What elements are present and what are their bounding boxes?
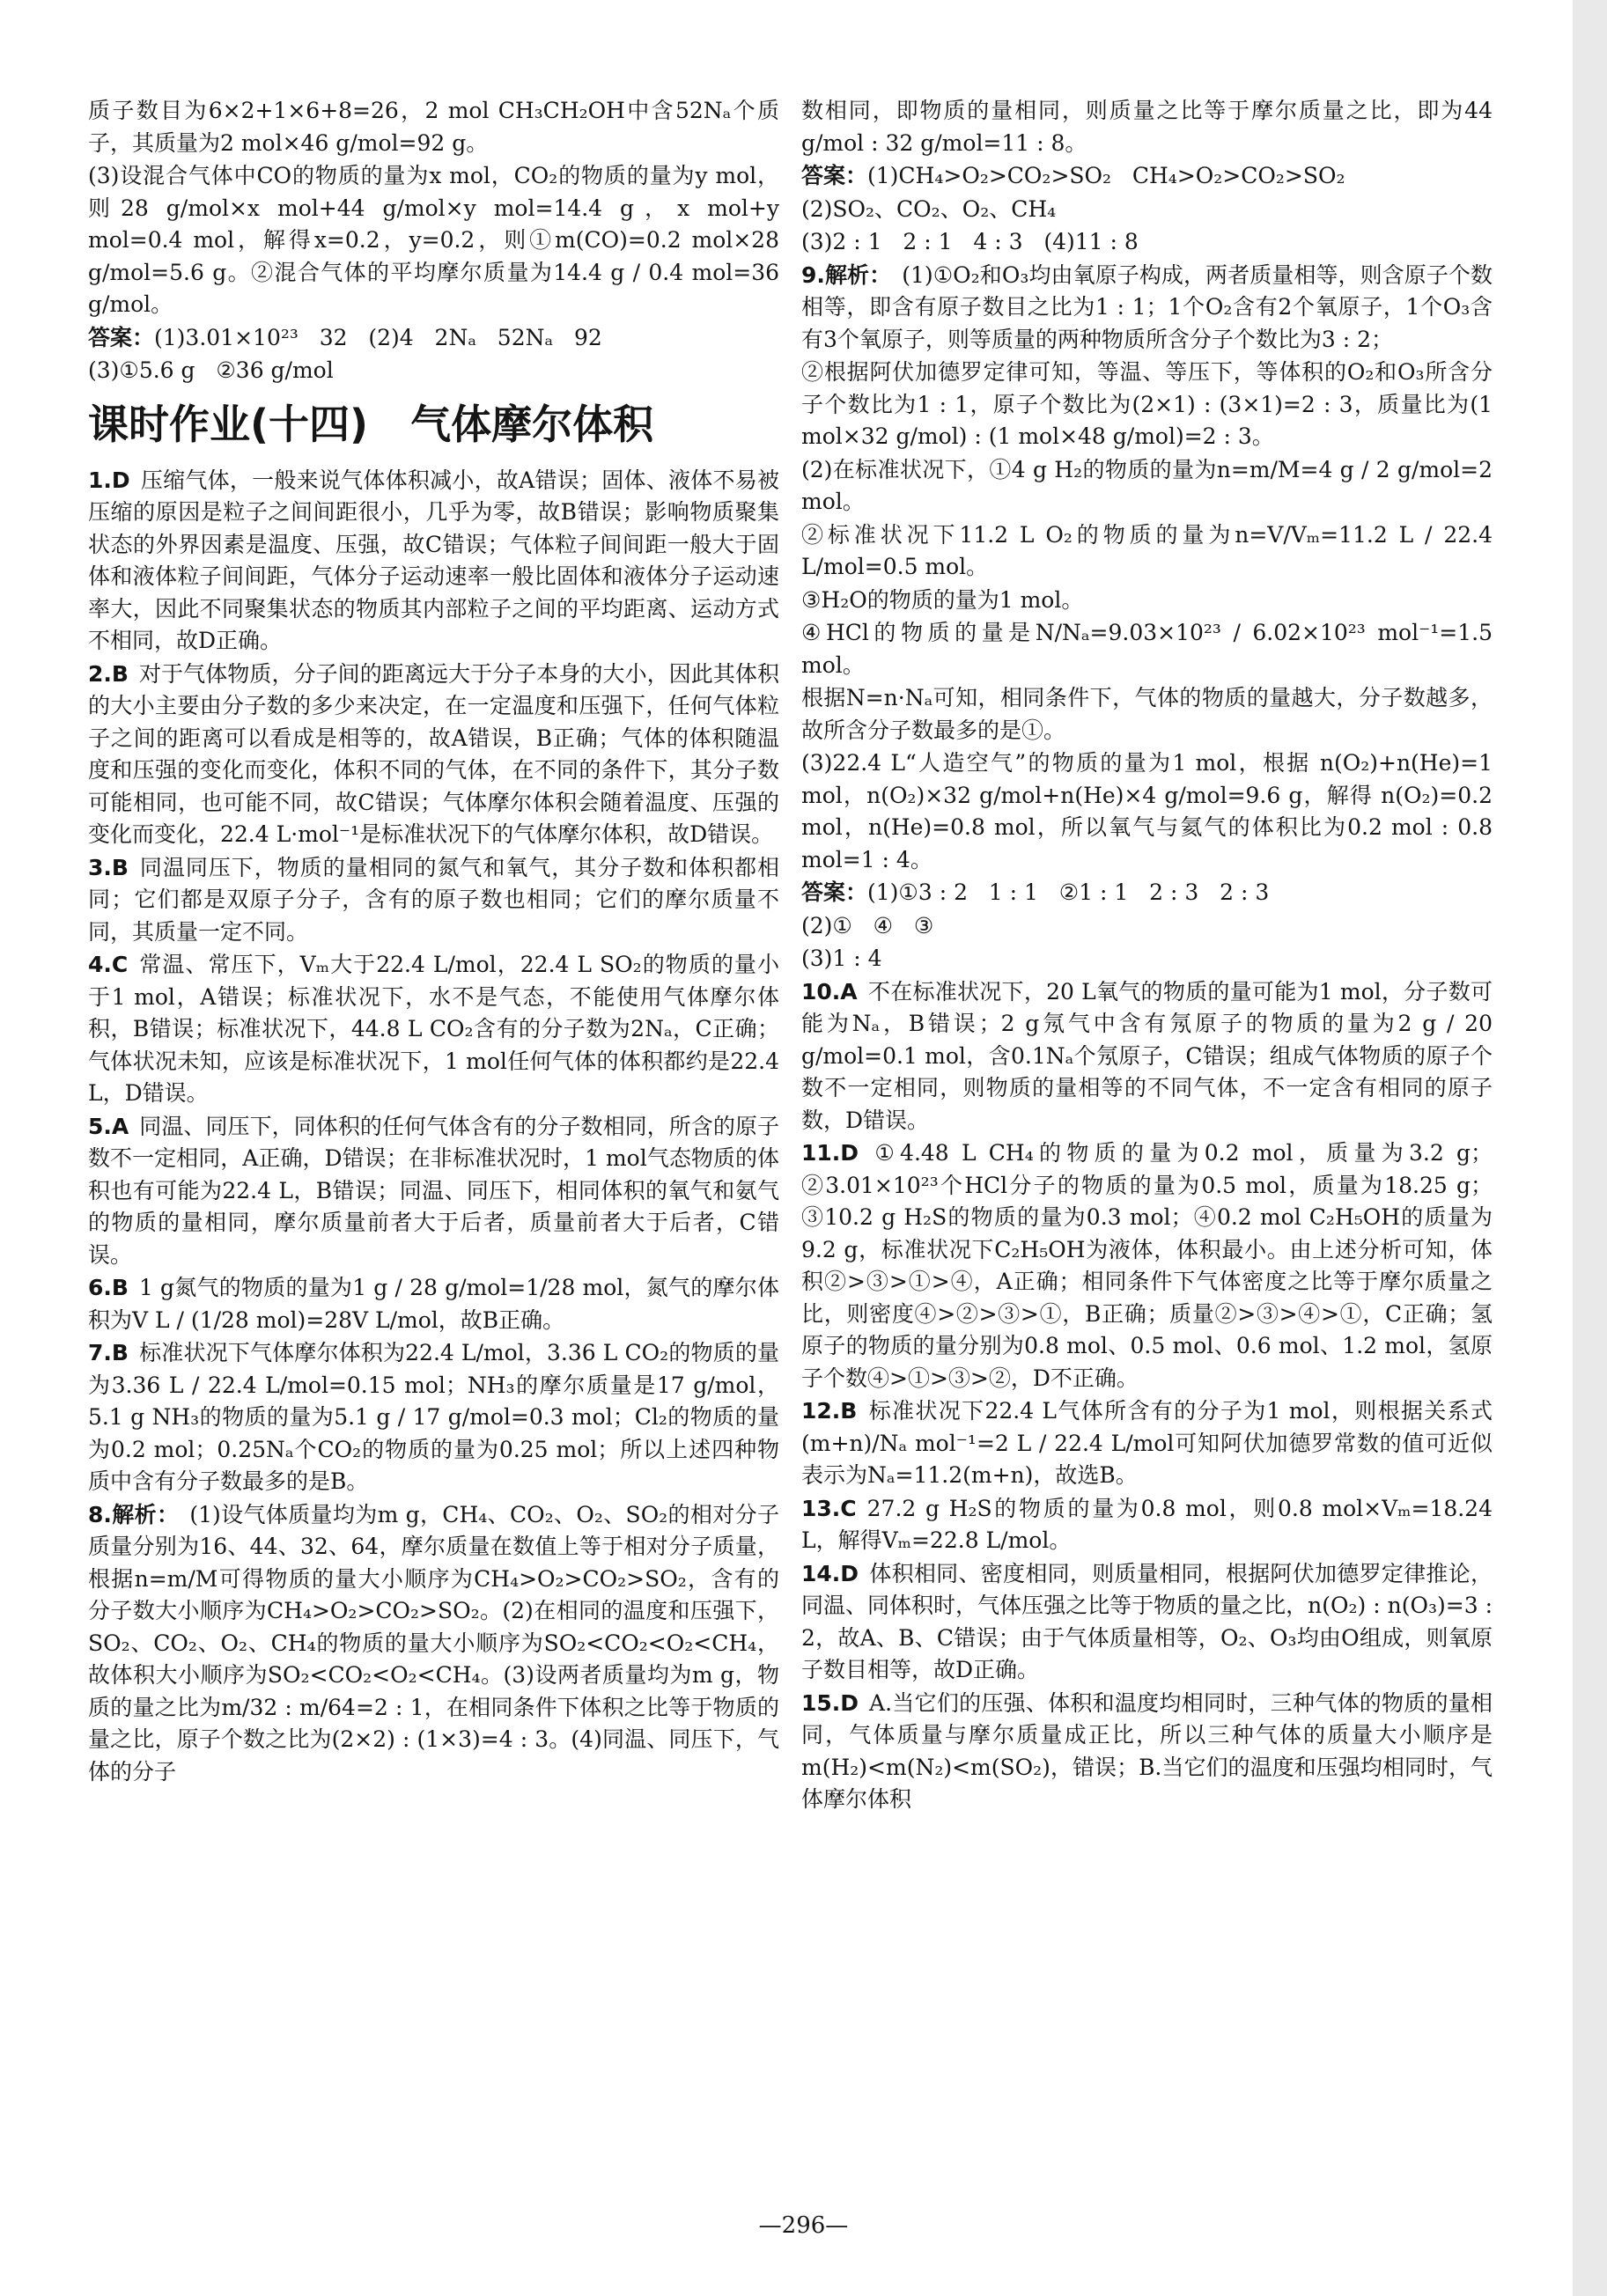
question-text: 不在标准状况下，20 L氧气的物质的量可能为1 mol，分子数可能为Nₐ，B错误；2 g氖气中含有氖原子的物质的量为2 g / 20 g/mol=0.1 mol，含0.1Nₐ个氖原子，C错误；组成气体物质的原子个数不一定相同，则物质的量相等的不同气体，不一定含有相同的原子数，D错误。 — [801, 978, 1500, 1133]
answer-line: (2)SO₂、CO₂、O₂、CH₄ — [801, 195, 1057, 222]
answer-label: 答案： — [801, 879, 868, 905]
question-3 — [88, 852, 779, 949]
question-15 — [801, 1688, 1493, 1816]
question-1 — [88, 465, 779, 658]
answer-label: 答案： — [88, 324, 155, 350]
question-12 — [801, 1395, 1493, 1492]
section-title: 课时作业(十四) 气体摩尔体积 — [88, 400, 654, 448]
question-text: 标准状况下22.4 L气体所含有的分子为1 mol，则根据关系式(m+n)/Nₐ mol⁻¹=2 L / 22.4 L/mol可知阿伏加德罗常数的值可近似表示为Nₐ=11.2(m+n)，故选B。 — [801, 1398, 1493, 1488]
question-number: 10.A — [801, 978, 858, 1004]
question-text: 27.2 g H₂S的物质的量为0.8 mol，则0.8 mol×Vₘ=18.24 L，解得Vₘ=22.8 L/mol。 — [801, 1495, 1500, 1553]
question-9-para: ②标准状况下11.2 L O₂的物质的量为n=V/Vₘ=11.2 L / 22.4 L/mol=0.5 mol。 — [801, 521, 1500, 579]
question-4 — [88, 949, 786, 1110]
question-text: 同温、同压下，同体积的任何气体含有的分子数相同，所含的原子数不一定相同，A正确，D错误；在非标准状况时，1 mol气态物质的体积也有可能为22.4 L，B错误；同温、同压下，相同体积的氧气和氨气的物质的量相同，摩尔质量前者大于后者，质量前者大于后者，C错误。 — [88, 1113, 779, 1268]
question-text: A.当它们的压强、体积和温度均相同时，三种气体的物质的量相同，气体质量与摩尔质量成正比，所以三种气体的质量大小顺序是m(H₂)<m(N₂)<m(SO₂)，错误；B.当它们的温度和压强均相同时，气体摩尔体积 — [801, 1689, 1493, 1812]
answer-line: (3)1 : 4 — [801, 946, 882, 971]
answer-block-9 — [801, 877, 1493, 909]
answer-line: (3)2 : 1 2 : 1 4 : 3 (4)11 : 8 — [801, 229, 1139, 254]
question-9 — [801, 260, 1493, 357]
question-text: 标准状况下气体摩尔体积为22.4 L/mol，3.36 L CO₂的物质的量为3.36 L / 22.4 L/mol=0.15 mol；NH₃的摩尔质量是17 g/mol，5.1 g NH₃的物质的量为5.1 g / 17 g/mol=0.3 mol；Cl₂的物质的量为0.2 mol；0.25Nₐ个CO₂的物质的量为0.25 mol；所以上述四种物质中含有分子数最多的是B。 — [88, 1340, 779, 1494]
binding-shadow — [1573, 0, 1607, 2296]
question-number: 12.B — [801, 1398, 858, 1424]
question-11 — [801, 1137, 1493, 1395]
question-text: 同温同压下，物质的量相同的氮气和氧气，其分子数和体积都相同；它们都是双原子分子，含有的原子数也相同；它们的摩尔质量不同，其质量一定不同。 — [88, 854, 779, 945]
question-text: 压缩气体，一般来说气体体积减小，故A错误；固体、液体不易被压缩的原因是粒子之间间距很小，几乎为零，故B错误；影响物质聚集状态的外界因素是温度、压强，故C错误；气体粒子间间距一般大于固体和液体粒子间间距，气体分子运动速率一般比固体和液体分子运动速率大，因此不同聚集状态的物质其内部粒子之间的平均距离、运动方式不相同，故D正确。 — [88, 467, 779, 653]
question-2 — [88, 659, 779, 851]
question-text: 1 g氮气的物质的量为1 g / 28 g/mol=1/28 mol，氮气的摩尔体积为V L / (1/28 mol)=28V L/mol，故B正确。 — [88, 1275, 779, 1333]
question-9-para: (2)在标准状况下，①4 g H₂的物质的量为n=m/M=4 g / 2 g/mol=2 mol。 — [801, 456, 1500, 514]
question-number: 1.D — [88, 467, 130, 493]
answer-block-7 — [88, 322, 779, 355]
question-text: 对于气体物质，分子间的距离远大于分子本身的大小，因此其体积的大小主要由分子数的多少来决定，在一定温度和压强下，任何气体粒子之间的距离可以看成是相等的，故A错误，B正确；气体的体积随温度和压强的变化而变化，体积不同的气体，在不同的条件下，其分子数可能相同，也可能不同，故C错误；气体摩尔体积会随着温度、压强的变化而变化，22.4 L·mol⁻¹是标准状况下的气体摩尔体积，故D错误。 — [88, 660, 779, 847]
question-number: 9.解析： — [801, 261, 892, 288]
left-intro-1: 质子数目为6×2+1×6+8=26，2 mol CH₃CH₂OH中含52Nₐ个质子，其质量为2 mol×46 g/mol=92 g。 — [88, 98, 779, 156]
question-8 — [88, 1499, 779, 1789]
question-number: 13.C — [801, 1495, 857, 1521]
question-number: 7.B — [88, 1340, 129, 1365]
answer-label: 答案： — [801, 163, 868, 188]
question-text: 常温、常压下，Vₘ大于22.4 L/mol，22.4 L SO₂的物质的量小于1 mol，A错误；标准状况下，水不是气态，不能使用气体摩尔体积，B错误；标准状况下，44.8 L CO₂含有的分子数为2Nₐ，C正确；气体状况未知，应该是标准状况下，1 mol任何气体的体积都约是22.4 L，D错误。 — [88, 952, 786, 1106]
question-10 — [801, 976, 1500, 1137]
question-13 — [801, 1493, 1500, 1557]
question-number: 2.B — [88, 660, 129, 687]
answer-line: (1)①3 : 2 1 : 1 ②1 : 1 2 : 3 2 : 3 — [867, 879, 1270, 905]
question-number: 14.D — [801, 1560, 859, 1586]
question-9-para: (3)22.4 L“人造空气”的物质的量为1 mol，根据 n(O₂)+n(He)=1 mol，n(O₂)×32 g/mol+n(He)×4 g/mol=9.6 g，解得 n(O₂)=0.2 mol，n(He)=0.8 mol，所以氧气与氦气的体积比为0.2 mol : 0.8 mol=1 : 4。 — [801, 750, 1500, 872]
question-5 — [88, 1111, 779, 1272]
question-text: 体积相同、密度相同，则质量相同，根据阿伏加德罗定律推论，同温、同体积时，气体压强之比等于物质的量之比，n(O₂) : n(O₃)=3 : 2，故A、B、C错误；由于气体质量相等，O₂、O₃均由O组成，则氧原子数目相等，故D正确。 — [801, 1560, 1500, 1682]
right-column — [801, 95, 1500, 1817]
left-column — [88, 95, 786, 1789]
question-number: 15.D — [801, 1689, 859, 1716]
answer-line: (1)CH₄>O₂>CO₂>SO₂ CH₄>O₂>CO₂>SO₂ — [867, 163, 1345, 188]
question-number: 4.C — [88, 952, 129, 977]
left-intro-2: (3)设混合气体中CO的物质的量为x mol，CO₂的物质的量为y mol，则28 g/mol×x mol+44 g/mol×y mol=14.4 g，x mol+y mol=0.4 mol，解得x=0.2，y=0.2，则①m(CO)=0.2 mol×28 g/mol=5.6 g。②混合气体的平均摩尔质量为14.4 g / 0.4 mol=36 g/mol。 — [88, 163, 786, 317]
question-number: 5.A — [88, 1113, 129, 1139]
question-9-para: 根据N=n·Nₐ可知，相同条件下，气体的物质的量越大，分子数越多，故所含分子数最多的是①。 — [801, 685, 1493, 743]
question-number: 6.B — [88, 1275, 129, 1300]
question-text: (1)设气体质量均为m g，CH₄、CO₂、O₂、SO₂的相对分子质量分别为16、44、32、64，摩尔质量在数值上等于相对分子质量，根据n=m/M可得物质的量大小顺序为CH₄>O₂>CO₂>SO₂，含有的分子数大小顺序为CH₄>O₂>CO₂>SO₂。(2)在相同的温度和压强下，SO₂、CO₂、O₂、CH₄的物质的量大小顺序为SO₂<CO₂<O₂<CH₄，故体积大小顺序为SO₂<CO₂<O₂<CH₄。(3)设两者质量均为m g，物质的量之比为m/32 : m/64=2 : 1，在相同条件下体积之比等于物质的量之比，原子个数之比为(2×2) : (1×3)=4 : 3。(4)同温、同压下，气体的分子 — [88, 1501, 779, 1785]
question-9-para: ②根据阿伏加德罗定律可知，等温、等压下，等体积的O₂和O₃所含分子个数比为1 : 1，原子个数比为(2×1) : (3×1)=2 : 3，质量比为(1 mol×32 g/mol) : (1 mol×48 g/mol)=2 : 3。 — [801, 359, 1500, 449]
question-text: ①4.48 L CH₄的物质的量为0.2 mol，质量为3.2 g；②3.01×10²³个HCl分子的物质的量为0.5 mol，质量为18.25 g；③10.2 g H₂S的物质的量为0.3 mol；④0.2 mol C₂H₅OH的质量为9.2 g，标准状况下C₂H₅OH为液体，体积最小。由上述分析可知，体积②>③>①>④，A正确；相同条件下气体密度之比等于摩尔质量之比，则密度④>②>③>①，B正确；质量②>③>④>①，C正确；氢原子的物质的量分别为0.8 mol、0.5 mol、0.6 mol、1.2 mol，氢原子个数④>①>③>②，D不正确。 — [801, 1140, 1493, 1391]
question-7 — [88, 1337, 779, 1498]
page-number: —296— — [758, 2212, 849, 2239]
question-14 — [801, 1558, 1500, 1687]
question-text: (1)①O₂和O₃均由氧原子构成，两者质量相等，则含原子个数相等，即含有原子数目之比为1 : 1；1个O₂含有2个氧原子，1个O₃含有3个氧原子，则等质量的两种物质所含分子个数比为3 : 2； — [801, 261, 1493, 352]
question-6 — [88, 1272, 779, 1336]
question-number: 3.B — [88, 854, 129, 880]
answer-line: (3)①5.6 g ②36 g/mol — [88, 357, 334, 383]
question-number: 11.D — [801, 1140, 859, 1166]
answer-line: (1)3.01×10²³ 32 (2)4 2Nₐ 52Nₐ 92 — [154, 324, 602, 350]
right-intro: 数相同，即物质的量相同，则质量之比等于摩尔质量之比，即为44 g/mol : 32 g/mol=11 : 8。 — [801, 98, 1500, 156]
answer-block-8 — [801, 160, 1493, 193]
question-number: 8.解析： — [88, 1501, 180, 1527]
question-9-para: ③H₂O的物质的量为1 mol。 — [801, 586, 1084, 613]
question-9-para: ④HCl的物质的量是N/Nₐ=9.03×10²³ / 6.02×10²³ mol⁻¹=1.5 mol。 — [801, 620, 1500, 678]
answer-line: (2)① ④ ③ — [801, 912, 934, 938]
